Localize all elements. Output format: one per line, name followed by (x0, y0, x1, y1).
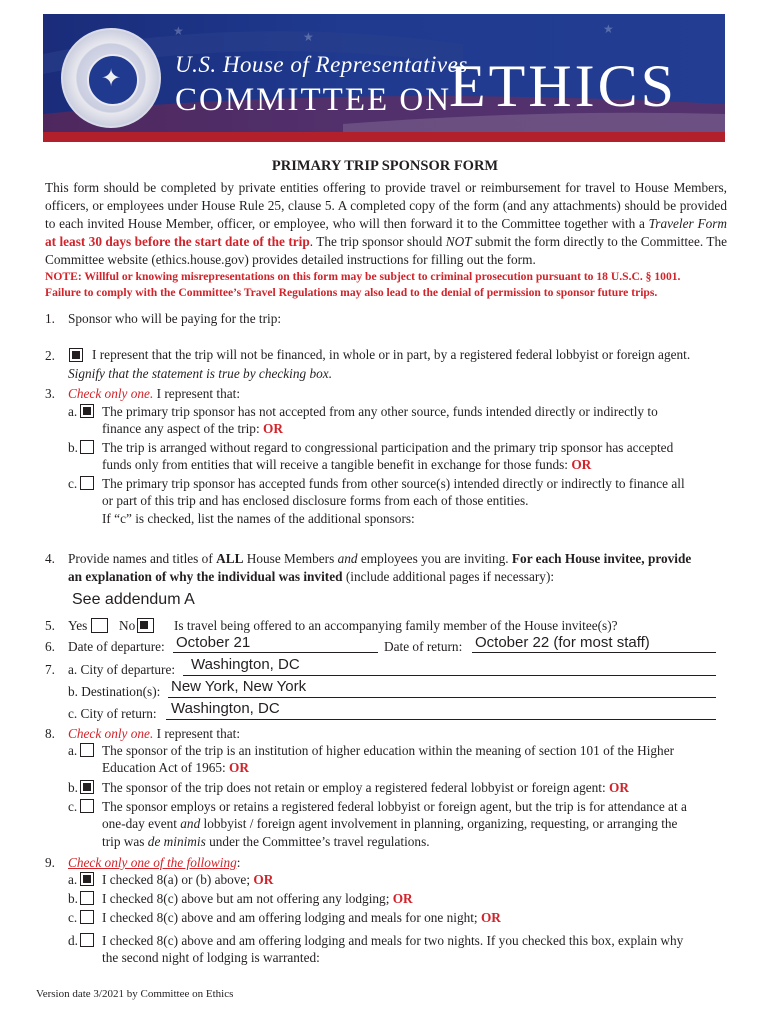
q7a-value[interactable]: Washington, DC (191, 656, 300, 673)
q9b-text: I checked 8(c) above but am not offering any lodging; OR (102, 891, 413, 906)
form-title: PRIMARY TRIP SPONSOR FORM (271, 158, 499, 174)
q5-yes-label: Yes (68, 618, 88, 633)
q5-yes-checkbox[interactable] (91, 618, 108, 633)
q7c-line (166, 719, 716, 720)
q3c-checkbox[interactable] (80, 476, 94, 490)
header-line3: ETHICS (449, 53, 677, 119)
q9c-checkbox[interactable] (80, 910, 94, 924)
q9d-label: d. (68, 933, 78, 948)
q3c-line2: or part of this trip and has enclosed disclosure forms from each of those entities. (102, 493, 529, 508)
q8c-line2: one-day event and lobbyist / foreign agent involvement in planning, organizing, requesting, or arranging the (102, 816, 678, 831)
q6-departure-value[interactable]: October 21 (176, 634, 251, 651)
intro-paragraph: This form should be completed by private entities offering to provide travel or reimbursement for travel to House Members, officers, or employees under House Rule 25, clause 5. A completed copy of the form (and any attachments) should be provided to each invited House Member, officer, or employee, who will then forward it to the Committee together with a Traveler Form at least 30 days before the start date of the trip. The trip sponsor should NOT submit the form directly to the Committee. The Committee website (ethics.house.gov) provides detailed instructions for filling out the form. (45, 180, 728, 267)
q8b-label: b. (68, 780, 78, 795)
q4-answer[interactable]: See addendum A (72, 591, 195, 608)
q9-lead: Check only one of the following: (68, 855, 241, 870)
q2-checkbox[interactable] (69, 348, 83, 362)
q3c-line3: If “c” is checked, list the names of the additional sponsors: (102, 511, 415, 526)
q9a-text: I checked 8(a) or (b) above; OR (102, 872, 274, 887)
q9c-text: I checked 8(c) above and am offering lodging and meals for one night; OR (102, 910, 501, 925)
eagle-icon: ✦ (100, 64, 122, 92)
q9a-checkbox[interactable] (80, 872, 94, 886)
q8b-line1: The sponsor of the trip does not retain or employ a registered federal lobbyist or foreign agent: OR (102, 780, 629, 795)
q5-no-checkbox[interactable] (137, 618, 154, 633)
q3b-line1: The trip is arranged without regard to congressional participation and the primary trip sponsor has accepted (102, 440, 674, 455)
q8-number: 8. (45, 726, 55, 741)
q3a-line1: The primary trip sponsor has not accepted from any other source, funds intended directly or indirectly to (102, 404, 658, 419)
q8b-checkbox[interactable] (80, 780, 94, 794)
q7b-label: b. Destination(s): (68, 684, 161, 699)
q8a-label: a. (68, 743, 78, 758)
q5-no-label: No (119, 618, 136, 633)
q9d-line1: I checked 8(c) above and am offering lodging and meals for two nights. If you checked this box, explain why (102, 933, 684, 948)
header-banner (43, 14, 725, 142)
q6-return-value[interactable]: October 22 (for most staff) (475, 634, 650, 651)
version-footer: Version date 3/2021 by Committee on Ethics (36, 988, 234, 1000)
q3a-line2: finance any aspect of the trip: OR (102, 421, 283, 436)
q9b-label: b. (68, 891, 78, 906)
q7b-value[interactable]: New York, New York (171, 678, 307, 695)
warning-note: NOTE: Willful or knowing misrepresentations on this form may be subject to criminal prosecution pursuant to 18 U.S.C. § 1001. Failure to comply with the Committee’s Travel Regulations may also lead to the denial of permission to sponsor future trips. (45, 270, 681, 299)
q4-number: 4. (45, 551, 55, 566)
q3-number: 3. (45, 386, 55, 401)
q9a-label: a. (68, 872, 78, 887)
q6-number: 6. (45, 639, 55, 654)
q3-lead: Check only one. I represent that: (68, 386, 241, 401)
q2-text: I represent that the trip will not be financed, in whole or in part, by a registered federal lobbyist or foreign agent. (92, 347, 691, 362)
q6-departure-label: Date of departure: (68, 639, 165, 654)
q2-number: 2. (45, 348, 55, 363)
q3b-label: b. (68, 440, 78, 455)
q7c-label: c. City of return: (68, 706, 157, 721)
q1-text: Sponsor who will be paying for the trip: (68, 311, 282, 326)
house-seal-logo (61, 28, 161, 128)
q9c-label: c. (68, 910, 78, 925)
q8a-line2: Education Act of 1965: OR (102, 760, 249, 775)
q8c-line1: The sponsor employs or retains a registered federal lobbyist or foreign agent, but the trip is for attendance at a (102, 799, 687, 814)
q7-number: 7. (45, 662, 55, 677)
q8c-line3: trip was de minimis under the Committee’s travel regulations. (102, 834, 430, 849)
star-icon: ★ (603, 22, 614, 36)
q1-number: 1. (45, 311, 55, 326)
q4-line2: an explanation of why the individual was invited (include additional pages if necessary): (68, 569, 555, 584)
q7a-label: a. City of departure: (68, 662, 176, 677)
q9-number: 9. (45, 855, 55, 870)
q3c-line1: The primary trip sponsor has accepted funds from other source(s) intended directly or indirectly to finance all (102, 476, 685, 491)
star-icon: ★ (173, 24, 184, 38)
q2-sub: Signify that the statement is true by checking box. (68, 366, 333, 381)
q8a-line1: The sponsor of the trip is an institution of higher education within the meaning of section 101 of the Higher (102, 743, 675, 758)
q7a-line (183, 675, 716, 676)
star-icon: ★ (303, 30, 314, 44)
q3b-line2: funds only from entities that will receive a tangible benefit in exchange for those funds: OR (102, 457, 592, 472)
q9b-checkbox[interactable] (80, 891, 94, 905)
q3a-label: a. (68, 404, 78, 419)
q3a-checkbox[interactable] (80, 404, 94, 418)
q6-return-label: Date of return: (384, 639, 463, 654)
q5-text: Is travel being offered to an accompanying family member of the House invitee(s)? (174, 618, 618, 633)
header-line1: U.S. House of Representatives (175, 52, 468, 77)
q6-departure-line (173, 652, 378, 653)
header-line2: COMMITTEE ON (175, 82, 452, 118)
q7c-value[interactable]: Washington, DC (171, 700, 280, 717)
q6-return-line (472, 652, 716, 653)
q8c-label: c. (68, 799, 78, 814)
q8a-checkbox[interactable] (80, 743, 94, 757)
banner-red-bar (43, 132, 725, 142)
q8-lead: Check only one. I represent that: (68, 726, 241, 741)
q3b-checkbox[interactable] (80, 440, 94, 454)
q9d-checkbox[interactable] (80, 933, 94, 947)
q7b-line (168, 697, 716, 698)
q4-line1: Provide names and titles of ALL House Members and employees you are inviting. For each House invitee, provide (68, 551, 692, 566)
q9d-line2: the second night of lodging is warranted: (102, 950, 320, 965)
q5-number: 5. (45, 618, 55, 633)
q8c-checkbox[interactable] (80, 799, 94, 813)
q3c-label: c. (68, 476, 78, 491)
